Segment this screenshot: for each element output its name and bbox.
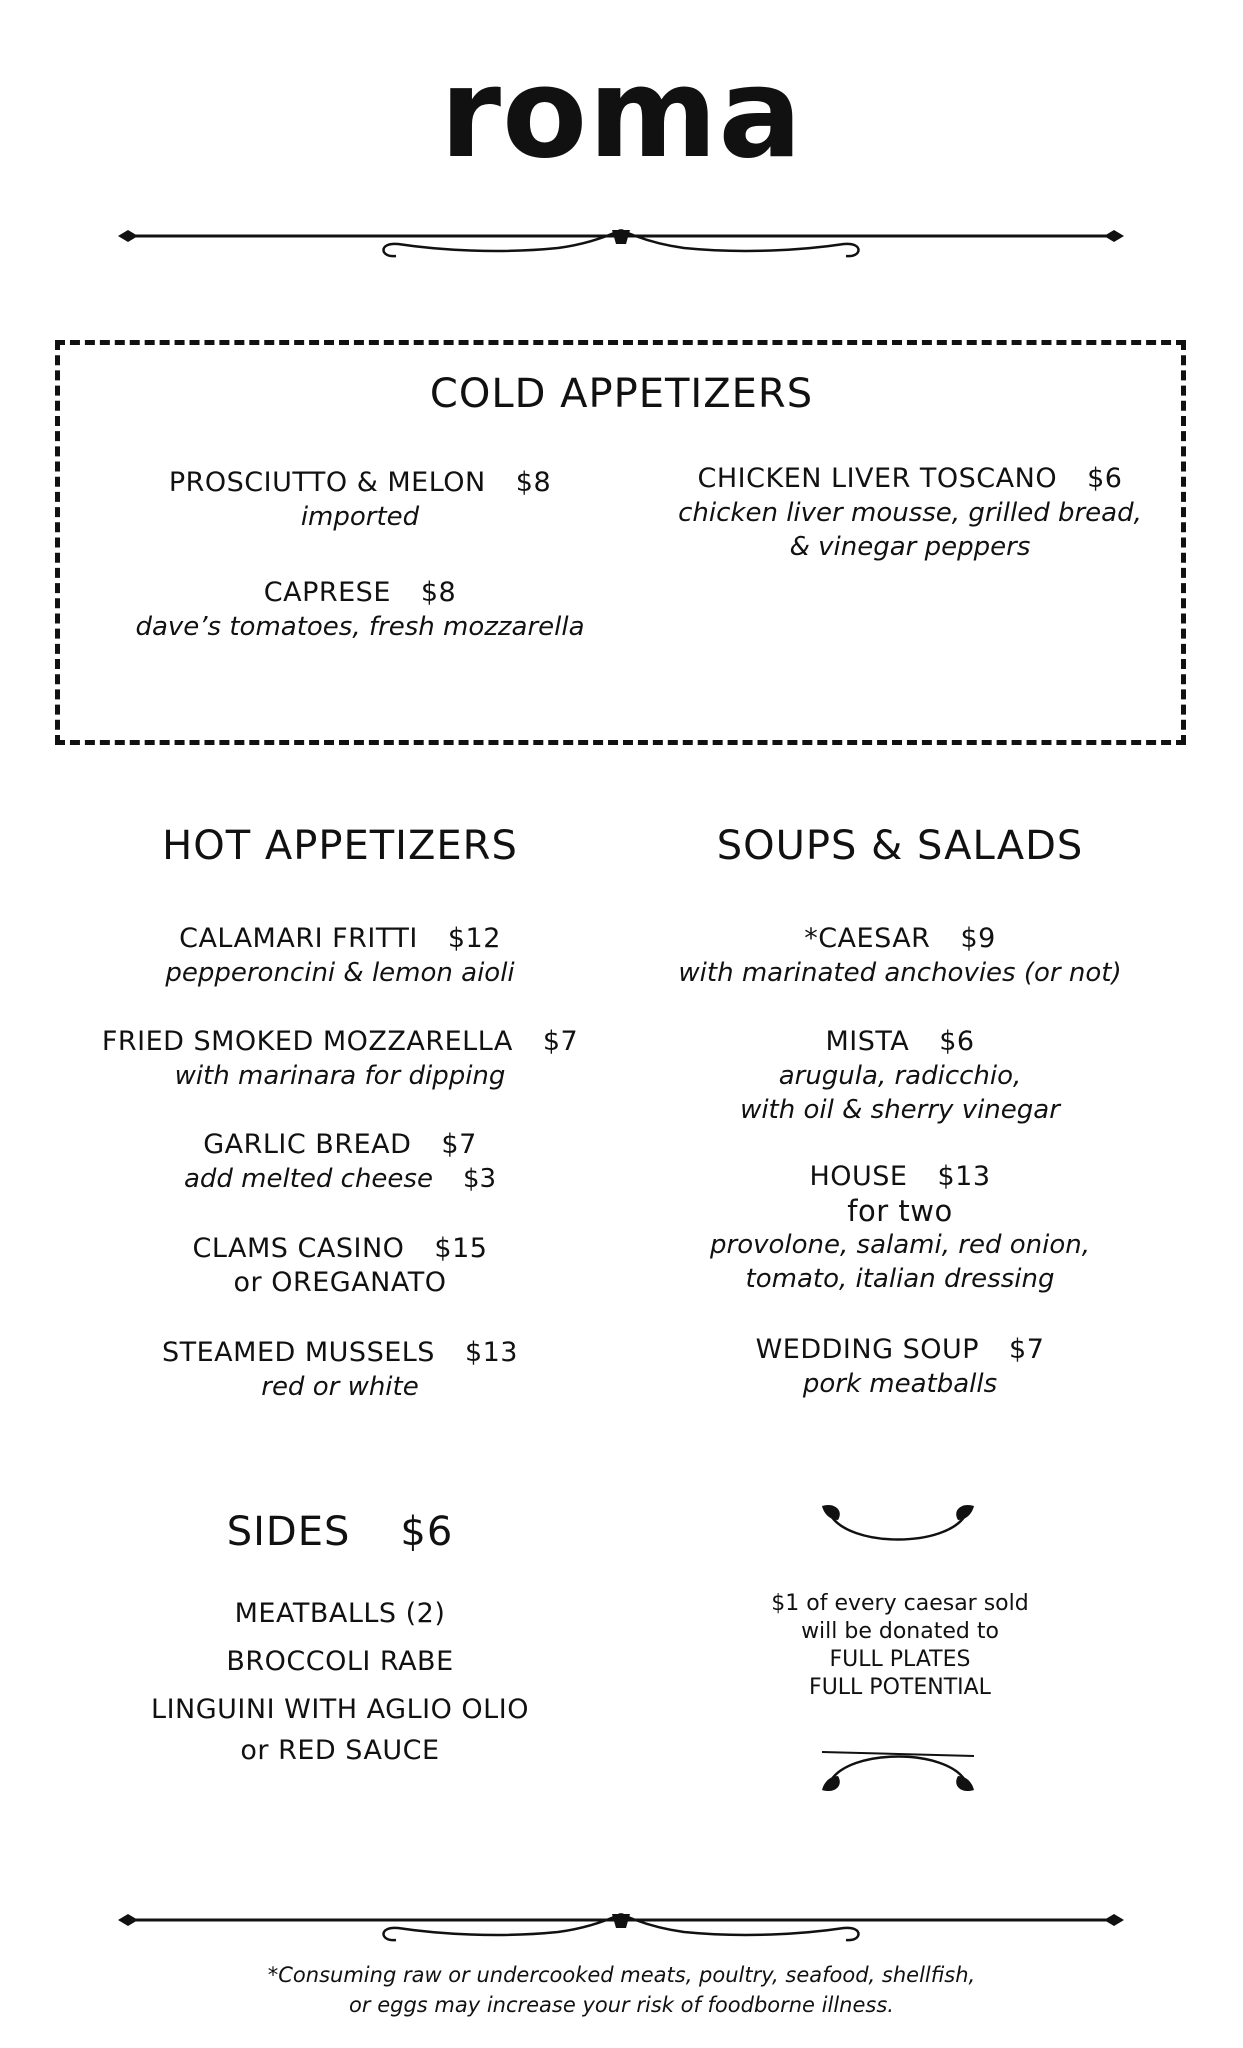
item-description: & vinegar peppers [789, 532, 1031, 562]
item-price: $7 [542, 1026, 579, 1057]
item-description: with marinated anchovies (or not) [678, 958, 1122, 988]
leaf-flourish-icon [818, 1498, 978, 1558]
menu-item-steamed-mussels [80, 1336, 600, 1404]
item-price: $8 [420, 577, 457, 608]
item-name: CHICKEN LIVER TOSCANO [697, 463, 1058, 494]
side-item: or RED SAUCE [240, 1735, 440, 1766]
donation-line: will be donated to [801, 1619, 999, 1644]
hot-appetizers-title: HOT APPETIZERS [162, 823, 518, 869]
item-price: $8 [515, 467, 552, 498]
sides-title [100, 1509, 580, 1555]
side-item: MEATBALLS (2) [234, 1598, 446, 1629]
item-name: *CAESAR [804, 923, 931, 954]
side-item: BROCCOLI RABE [226, 1646, 454, 1677]
ornamental-divider-icon [118, 210, 1124, 270]
item-name: CALAMARI FRITTI [179, 923, 418, 954]
item-name: GARLIC BREAD [203, 1129, 412, 1160]
item-description: dave’s tomatoes, fresh mozzarella [135, 612, 585, 642]
menu-item-house [640, 1160, 1160, 1296]
menu-item-clams-casino [80, 1232, 600, 1300]
side-item: LINGUINI WITH AGLIO OLIO [151, 1694, 529, 1725]
item-description: arugula, radicchio, [778, 1061, 1022, 1091]
item-price: $9 [960, 923, 996, 954]
item-description: imported [300, 502, 420, 532]
item-name: WEDDING SOUP [755, 1334, 980, 1365]
sides-list [80, 1590, 600, 1768]
donation-line: $1 of every caesar sold [771, 1591, 1029, 1616]
item-price: $7 [441, 1129, 477, 1160]
item-addon-price: $3 [462, 1164, 497, 1194]
menu-item-mista [640, 1025, 1160, 1127]
item-name: PROSCIUTTO & MELON [168, 467, 486, 498]
donation-line: FULL POTENTIAL [809, 1675, 991, 1700]
menu-item-caesar [640, 922, 1160, 990]
item-price: $15 [434, 1233, 488, 1264]
donation-line: FULL PLATES [829, 1647, 971, 1672]
leaf-flourish-icon [818, 1738, 978, 1798]
item-description: chicken liver mousse, grilled bread, [678, 498, 1142, 528]
item-price: $13 [464, 1337, 518, 1368]
item-price: $6 [1087, 463, 1123, 494]
menu-item-fried-mozzarella [80, 1025, 600, 1093]
disclaimer-line: *Consuming raw or undercooked meats, poultry, seafood, shellfish, [267, 1963, 976, 1987]
item-description: tomato, italian dressing [745, 1264, 1055, 1294]
item-name: CLAMS CASINO [192, 1233, 405, 1264]
item-name: FRIED SMOKED MOZZARELLA [101, 1026, 513, 1057]
donation-note [700, 1590, 1100, 1702]
item-description: with marinara for dipping [174, 1061, 506, 1091]
menu-item-chicken-liver [650, 462, 1170, 564]
item-description: add melted cheese [183, 1164, 433, 1194]
footer-disclaimer [0, 1960, 1243, 2020]
menu-item-prosciutto [120, 466, 600, 534]
item-name: STEAMED MUSSELS [161, 1337, 435, 1368]
sides-price: $6 [400, 1509, 454, 1555]
ornamental-divider-icon [118, 1894, 1124, 1954]
item-name: CAPRESE [263, 577, 391, 608]
disclaimer-line: or eggs may increase your risk of foodborne illness. [349, 1993, 894, 2017]
item-price: $13 [937, 1161, 991, 1192]
item-subtitle: for two [847, 1194, 953, 1228]
item-description: provolone, salami, red onion, [710, 1230, 1090, 1260]
item-name: HOUSE [809, 1161, 908, 1192]
item-description: pepperoncini & lemon aioli [165, 958, 515, 988]
item-description: pork meatballs [802, 1369, 998, 1399]
menu-item-wedding-soup [640, 1333, 1160, 1401]
cold-appetizers-title: COLD APPETIZERS [429, 371, 814, 417]
sides-title-text: SIDES [226, 1509, 351, 1555]
menu-item-calamari [80, 922, 600, 990]
item-description: with oil & sherry vinegar [740, 1095, 1060, 1125]
menu-item-caprese [120, 576, 600, 644]
menu-item-garlic-bread [80, 1128, 600, 1196]
item-price: $7 [1009, 1334, 1045, 1365]
item-description: or OREGANATO [233, 1267, 447, 1298]
restaurant-name: roma [439, 42, 804, 186]
soups-salads-title: SOUPS & SALADS [716, 823, 1084, 869]
item-name: MISTA [825, 1026, 910, 1057]
item-price: $12 [447, 923, 501, 954]
item-price: $6 [939, 1026, 975, 1057]
item-description: red or white [261, 1372, 419, 1402]
